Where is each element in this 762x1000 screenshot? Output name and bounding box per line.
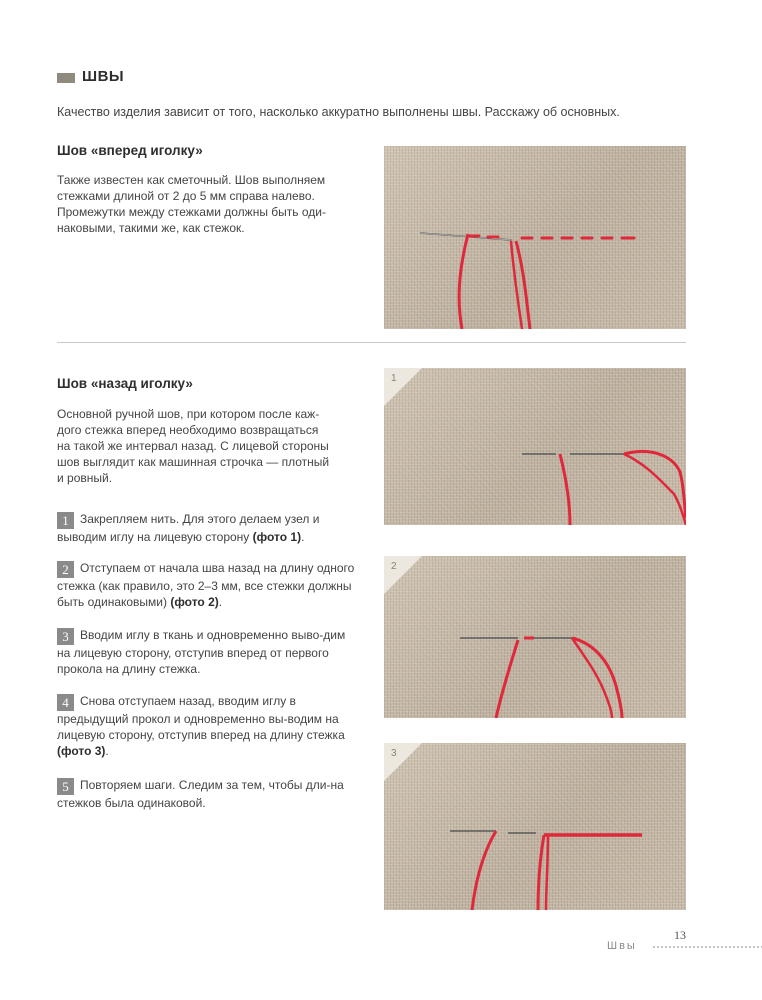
footer-section-label: Швы	[607, 940, 637, 952]
running-stitch-illustration	[384, 146, 686, 329]
step-text: Повторяем шаги. Следим за тем, чтобы дли-на стежков была одинаковой.	[57, 778, 344, 810]
step-2	[57, 560, 357, 610]
photo-ref: (фото 3)	[57, 744, 106, 758]
step-end: .	[301, 530, 305, 544]
photo-ref: (фото 1)	[252, 530, 302, 544]
photo-3-illustration	[384, 743, 686, 910]
photo-corner-fold	[384, 368, 422, 406]
photo-3	[384, 743, 686, 910]
step-text: Вводим иглу в ткань и одновременно выво-дим на лицевую сторону, отступив вперед от первого прокола на длину стежка.	[57, 628, 346, 676]
step-badge: 3	[57, 628, 74, 645]
back-stitch-title: Шов «назад иголку»	[57, 376, 193, 391]
running-stitch-title: Шов «вперед иголку»	[57, 143, 203, 158]
step-badge: 1	[57, 512, 74, 529]
section-marker	[57, 73, 75, 83]
section-intro: Качество изделия зависит от того, насколько аккуратно выполнены швы. Расскажу об основных.	[57, 105, 620, 119]
photo-number: 3	[391, 748, 397, 759]
step-5	[57, 777, 357, 811]
step-text: Отступаем от начала шва назад на длину одного стежка (как правило, это 2–3 мм, все стежки должны быть одинаковыми)	[57, 561, 355, 609]
step-text: Снова отступаем назад, вводим иглу в предыдущий прокол и одновременно вы-водим на лицевую сторону, отступив вперед на длину стежка	[57, 694, 345, 742]
photo-1-illustration	[384, 368, 686, 525]
running-stitch-text: Также известен как сметочный. Шов выполняем стежками длиной от 2 до 5 мм справа налево. Промежутки между стежками должны быть оди- наковыми, такими же, как стежок.	[57, 173, 326, 235]
photo-2	[384, 556, 686, 718]
photo-ref: (фото 2)	[170, 595, 219, 609]
running-stitch-photo	[384, 146, 686, 329]
photo-corner-fold	[384, 743, 422, 781]
step-text: Закрепляем нить. Для этого делаем узел и выводим иглу на лицевую сторону	[57, 512, 320, 544]
photo-corner-fold	[384, 556, 422, 594]
step-end: .	[218, 595, 223, 609]
step-4	[57, 693, 357, 759]
photo-number: 1	[391, 373, 397, 384]
photo-number: 2	[391, 561, 397, 572]
section-title: ШВЫ	[82, 68, 125, 85]
page-number: 13	[674, 928, 686, 942]
footer-dot-leader	[652, 946, 762, 948]
step-3	[57, 627, 357, 677]
step-badge: 2	[57, 561, 74, 578]
step-badge: 4	[57, 694, 74, 711]
step-1	[57, 511, 357, 545]
photo-2-illustration	[384, 556, 686, 718]
step-badge: 5	[57, 778, 74, 795]
back-stitch-text: Основной ручной шов, при котором после каж- дого стежка вперед необходимо возвращаться на такой же интервал назад. С лицевой стороны шов выглядит как машинная строчка — плотный и ровный.	[57, 407, 330, 485]
photo-1	[384, 368, 686, 525]
section-divider	[57, 342, 686, 343]
step-end: .	[105, 744, 109, 758]
